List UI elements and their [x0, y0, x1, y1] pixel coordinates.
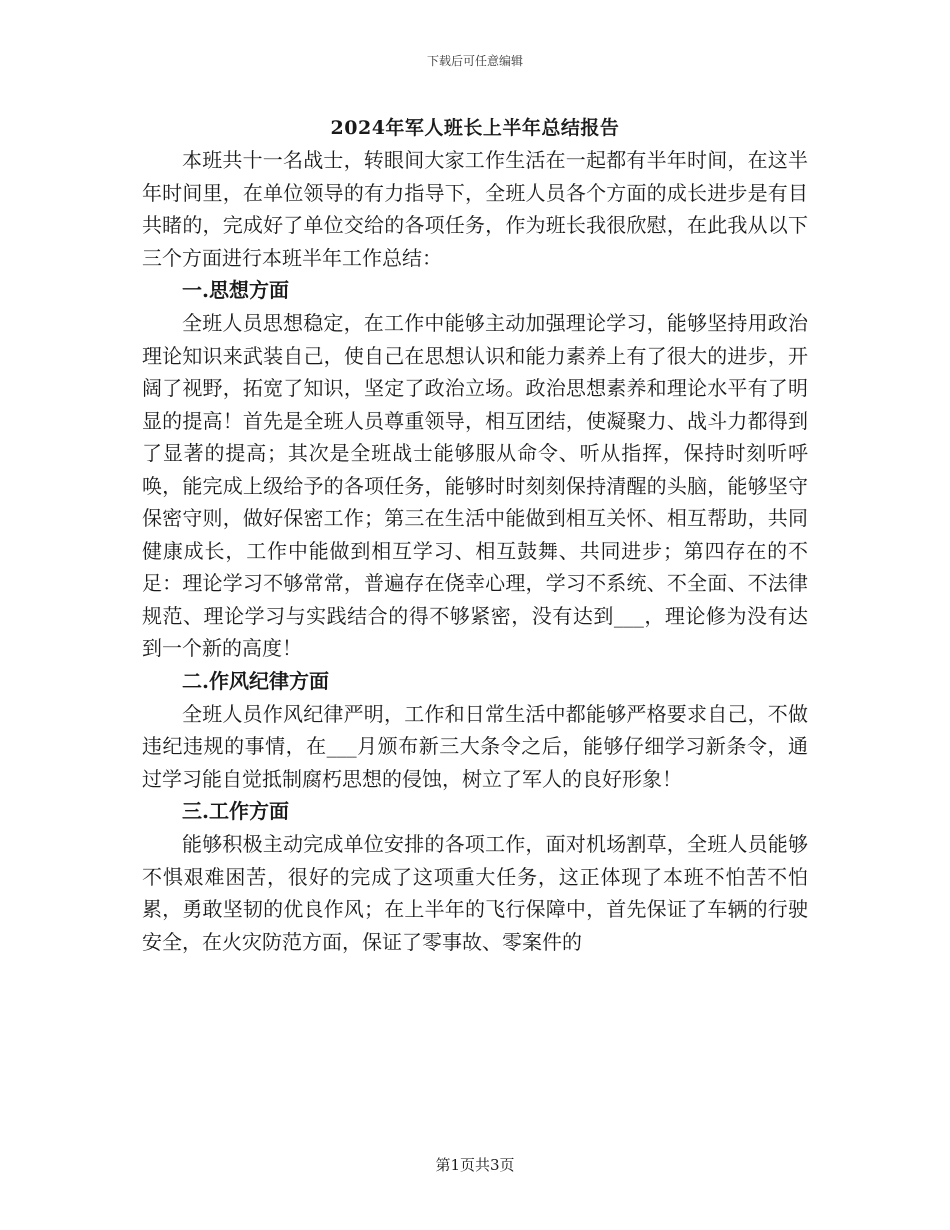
- document-title: 2024年军人班长上半年总结报告: [330, 117, 620, 139]
- section-body-work: 能够积极主动完成单位安排的各项工作，面对机场割草，全班人员能够不惧艰难困苦，很好的完成了这项重大任务，这正体现了本班不怕苦不怕累，勇敢坚韧的优良作风；在上半年的飞行保障中，首先保证了车辆的行驶安全，在火灾防范方面，保证了零事故、零案件的: [142, 832, 808, 954]
- section-heading-work: 三.工作方面: [182, 799, 289, 823]
- section-body-discipline: 全班人员作风纪律严明，工作和日常生活中都能够严格要求自己，不做违纪违规的事情，在___月颁布新三大条令之后，能够仔细学习新条令，通过学习能自觉抵制腐朽思想的侵蚀，树立了军人的良好形象！: [142, 701, 808, 791]
- header-note: 下载后可任意编辑: [426, 54, 523, 68]
- page-number: 第1页共3页: [435, 1156, 515, 1174]
- section-body-thought: 全班人员思想稳定，在工作中能够主动加强理论学习，能够坚持用政治理论知识来武装自己，使自己在思想认识和能力素养上有了很大的进步，开阔了视野，拓宽了知识，坚定了政治立场。政治思想素养和理论水平有了明显的提高！首先是全班人员尊重领导，相互团结，使凝聚力、战斗力都得到了显著的提高；其次是全班战士能够服从命令、听从指挥，保持时刻听呼唤，能完成上级给予的各项任务，能够时时刻刻保持清醒的头脑，能够坚守保密守则，做好保密工作；第三在生活中能做到相互关怀、相互帮助，共同健康成长，工作中能做到相互学习、相互鼓舞、共同进步；第四存在的不足：理论学习不够常常，普遍存在侥幸心理，学习不系统、不全面、不法律规范、理论学习与实践结合的得不够紧密，没有达到___，理论修为没有达到一个新的高度！: [142, 311, 808, 660]
- section-heading-thought: 一.思想方面: [182, 278, 289, 302]
- section-heading-discipline: 二.作风纪律方面: [182, 668, 329, 693]
- document-body: [142, 112, 808, 958]
- intro-paragraph: 本班共十一名战士，转眼间大家工作生活在一起都有半年时间，在这半年时间里，在单位领导的有力指导下，全班人员各个方面的成长进步是有目共睹的，完成好了单位交给的各项任务，作为班长我很欣慰，在此我从以下三个方面进行本班半年工作总结：: [142, 148, 808, 270]
